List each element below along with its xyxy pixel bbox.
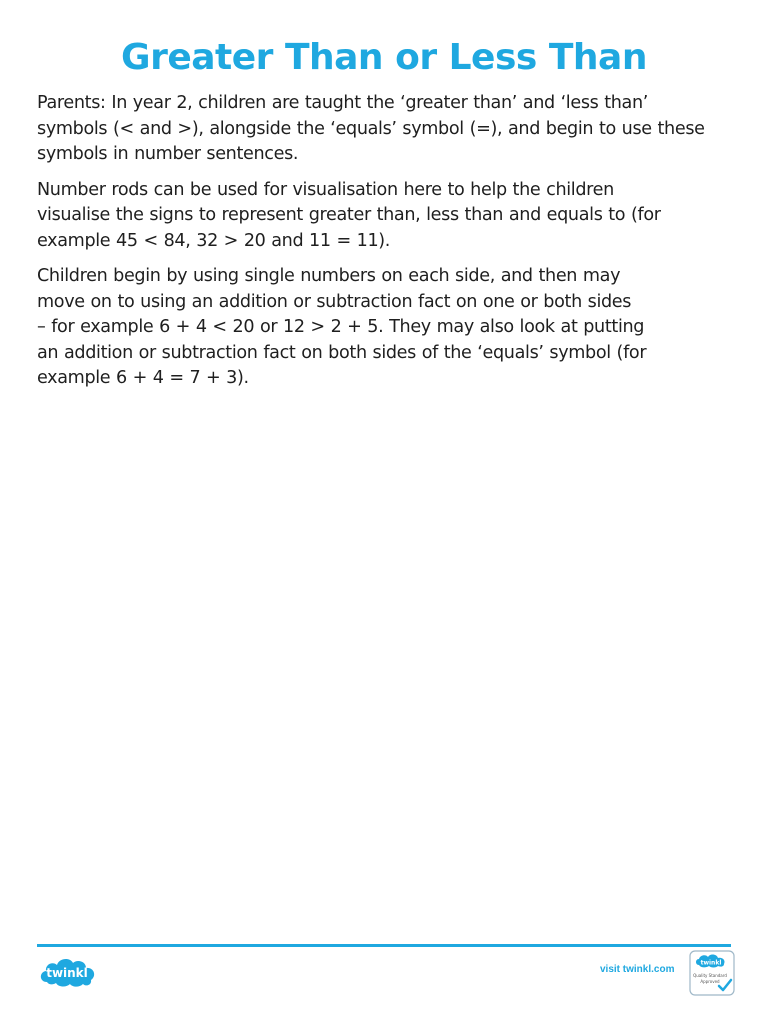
- logo-text: twinkl: [46, 966, 88, 980]
- twinkl-logo[interactable]: [37, 952, 99, 990]
- text-line: – for example 6 + 4 < 20 or 12 > 2 + 5. They may also look at putting: [37, 317, 645, 337]
- badge-line-1: Quality Standard: [693, 973, 727, 978]
- footer-divider: [37, 944, 731, 947]
- page-title: Greater Than or Less Than: [121, 37, 647, 78]
- paragraph-parents: [37, 91, 737, 168]
- paragraph-number-rods: [37, 178, 737, 255]
- text-line: symbols in number sentences.: [37, 144, 299, 164]
- text-line: example 45 < 84, 32 > 20 and 11 = 11).: [37, 230, 391, 251]
- text-line: example 6 + 4 = 7 + 3).: [37, 368, 249, 388]
- text-line: Children begin by using single numbers on each side, and then may: [37, 266, 621, 286]
- body-text: [37, 91, 737, 402]
- quality-standard-badge: [689, 950, 735, 996]
- badge-line-2: Approved: [700, 979, 720, 984]
- paragraph-single-numbers: [37, 264, 737, 392]
- text-line: symbols (< and >), alongside the ‘equals’ symbol (=), and begin to use these: [37, 118, 705, 139]
- text-line: Number rods can be used for visualisation here to help the children: [37, 179, 614, 200]
- text-line: visualise the signs to represent greater than, less than and equals to (for: [37, 205, 661, 225]
- text-line: Parents: In year 2, children are taught the ‘greater than’ and ‘less than’: [37, 93, 649, 113]
- text-line: move on to using an addition or subtraction fact on one or both sides: [37, 291, 632, 312]
- badge-brand-text: twinkl: [700, 959, 722, 967]
- visit-twinkl-link[interactable]: visit twinkl.com: [600, 964, 675, 975]
- text-line: an addition or subtraction fact on both sides of the ‘equals’ symbol (for: [37, 342, 647, 363]
